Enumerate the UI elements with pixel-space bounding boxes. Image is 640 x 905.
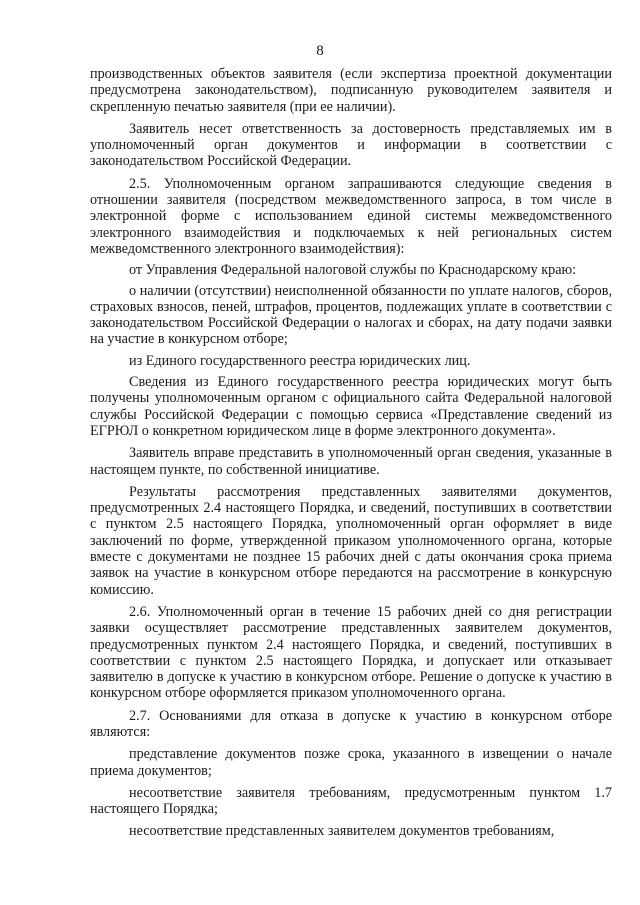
paragraph-4: от Управления Федеральной налоговой службы по Краснодарскому краю:	[129, 262, 577, 279]
paragraph-6: из Единого государственного реестра юридических лиц.	[129, 352, 471, 369]
paragraph-3: 2.5. Уполномоченным органом запрашиваются следующие сведения в отношении заявителя (посредством межведомственного запроса, в том числе в электронной форме с использованием единой системы межведомственного электронного взаимодействия и подключаемых к ней региональных систем межведомственного электронного взаимодействия):	[90, 175, 612, 257]
paragraph-1: производственных объектов заявителя (если экспертиза проектной документации предусмотрена законодательством), подписанную руководителем заявителя и скрепленную печатью заявителя (при ее наличии).	[90, 66, 612, 115]
paragraph-5: о наличии (отсутствии) неисполненной обязанности по уплате налогов, сборов, страховых взносов, пеней, штрафов, процентов, подлежащих уплате в соответствии с законодательством Российской Федерации о налогах и сборах, на дату подачи заявки на участие в конкурсном отборе;	[90, 282, 612, 348]
paragraph-13: несоответствие заявителя требованиям, предусмотренным пунктом 1.7 настоящего Порядка;	[90, 784, 612, 818]
page-number: 8	[316, 43, 324, 59]
paragraph-9: Результаты рассмотрения представленных заявителями документов, предусмотренных 2.4 настоящего Порядка, и сведений, поступивших в соответствии с пунктом 2.5 настоящего Порядка, уполномоченный орган оформляет в виде заключений по форме, утвержденной приказом уполномоченного органа, которые вместе с документами не позднее 15 рабочих дней с даты окончания срока приема заявок на участие в конкурсном отборе передаются на рассмотрение в конкурсную комиссию.	[90, 483, 612, 598]
paragraph-8: Заявитель вправе представить в уполномоченный орган сведения, указанные в настоящем пункте, по собственной инициативе.	[90, 445, 612, 478]
paragraph-11: 2.7. Основаниями для отказа в допуске к участию в конкурсном отборе являются:	[90, 707, 612, 740]
paragraph-12: представление документов позже срока, указанного в извещении о начале приема документов;	[90, 746, 612, 779]
paragraph-10: 2.6. Уполномоченный орган в течение 15 рабочих дней со дня регистрации заявки осуществляет рассмотрение представленных заявителем документов, предусмотренных пунктом 2.4 настоящего Порядка, и сведений, поступивших в соответствии с пунктом 2.5 настоящего Порядка, и допускает или отказывает заявителю в допуске к участию в конкурсном отборе. Решение о допуске к участию в конкурсном отборе оформляется приказом уполномоченного органа.	[90, 603, 612, 702]
paragraph-14: несоответствие представленных заявителем документов требованиям,	[129, 823, 555, 840]
document-body	[90, 66, 612, 840]
paragraph-2: Заявитель несет ответственность за достоверность представляемых им в уполномоченный орган документов и информации в соответствии с законодательством Российской Федерации.	[90, 120, 612, 170]
paragraph-7: Сведения из Единого государственного реестра юридических могут быть получены уполномоченным органом с официального сайта Федеральной налоговой службы Российской Федерации с помощью сервиса «Представление сведений из ЕГРЮЛ о конкретном юридическом лице в форме электронного документа».	[90, 374, 612, 439]
